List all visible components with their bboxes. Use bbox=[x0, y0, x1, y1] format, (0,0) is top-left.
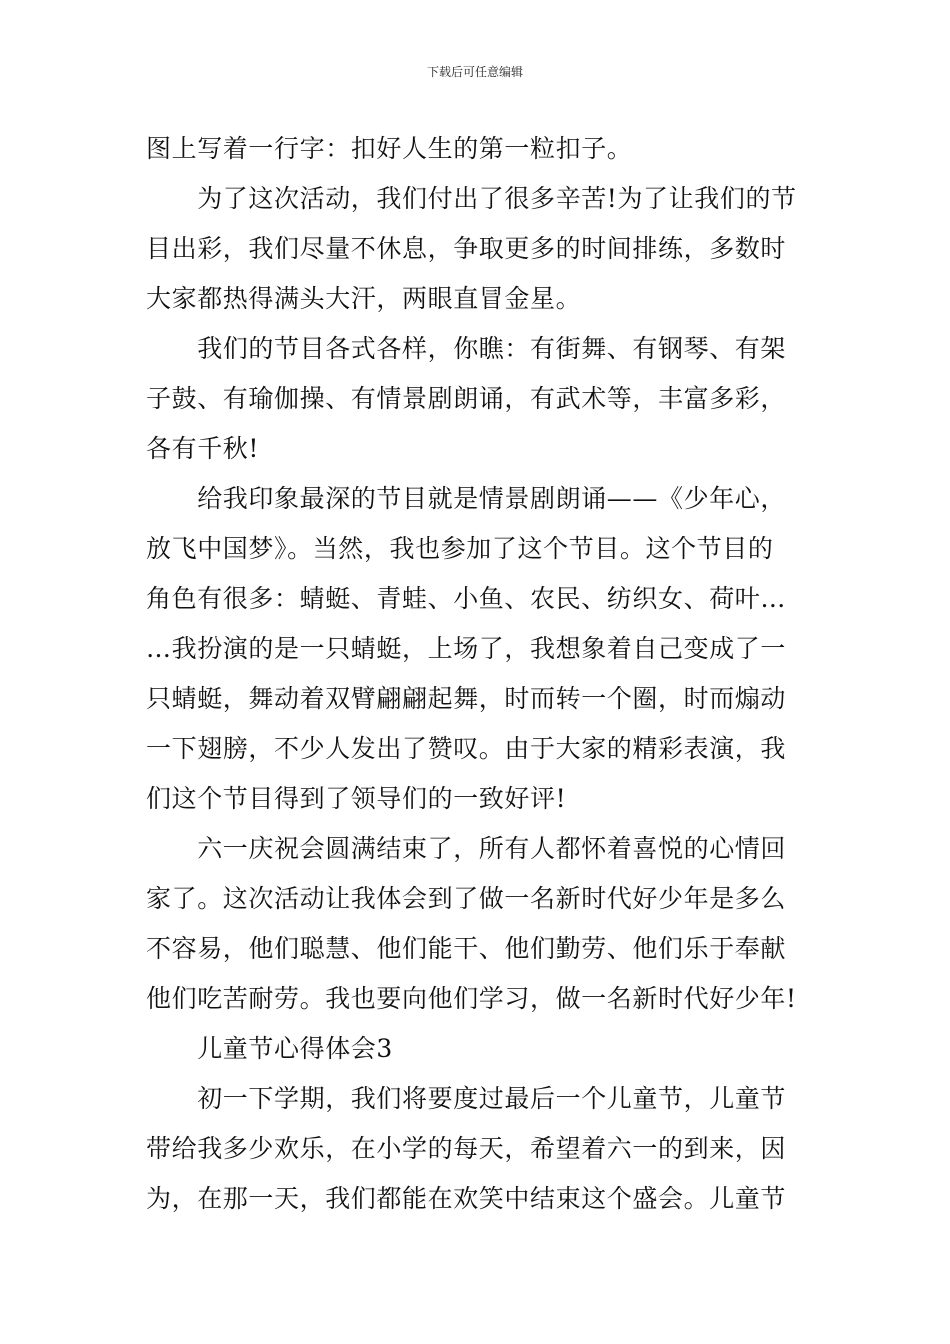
text-line: 角色有很多：蜻蜓、青蛙、小鱼、农民、纺织女、荷叶… bbox=[146, 584, 787, 613]
text-line: 大家都热得满头大汗，两眼直冒金星。 bbox=[146, 284, 582, 313]
text-line: 带给我多少欢乐，在小学的每天，希望着六一的到来，因 bbox=[146, 1134, 787, 1163]
text-line: 给我印象最深的节目就是情景剧朗诵——《少年心， bbox=[146, 484, 787, 513]
text-line: …我扮演的是一只蜻蜓，上场了，我想象着自己变成了一 bbox=[146, 634, 787, 663]
text-line: 初一下学期，我们将要度过最后一个儿童节，儿童节 bbox=[146, 1084, 787, 1113]
text-line: 家了。这次活动让我体会到了做一名新时代好少年是多么 bbox=[146, 884, 787, 913]
text-line: 放飞中国梦》。当然，我也参加了这个节目。这个节目的 bbox=[146, 534, 774, 563]
text-line: 不容易，他们聪慧、他们能干、他们勤劳、他们乐于奉献 bbox=[146, 934, 787, 963]
text-line: 他们吃苦耐劳。我也要向他们学习，做一名新时代好少年! bbox=[146, 984, 797, 1013]
text-line: 六一庆祝会圆满结束了，所有人都怀着喜悦的心情回 bbox=[146, 834, 787, 863]
page-header: 下载后可任意编辑 bbox=[426, 65, 523, 79]
text-line: 只蜻蜓，舞动着双臂翩翩起舞，时而转一个圈，时而煽动 bbox=[146, 684, 787, 713]
text-line: 为，在那一天，我们都能在欢笑中结束这个盛会。儿童节 bbox=[146, 1184, 787, 1213]
text-line: 为了这次活动，我们付出了很多辛苦!为了让我们的节 bbox=[146, 184, 797, 213]
text-line: 目出彩，我们尽量不休息，争取更多的时间排练，多数时 bbox=[146, 234, 787, 263]
text-line: 图上写着一行字：扣好人生的第一粒扣子。 bbox=[146, 134, 633, 163]
text-line: 们这个节目得到了领导们的一致好评! bbox=[146, 784, 567, 813]
text-line: 一下翅膀，不少人发出了赞叹。由于大家的精彩表演，我 bbox=[146, 734, 787, 763]
text-line: 我们的节目各式各样，你瞧：有街舞、有钢琴、有架 bbox=[146, 334, 787, 363]
text-line: 子鼓、有瑜伽操、有情景剧朗诵，有武术等，丰富多彩， bbox=[146, 384, 787, 413]
section-heading: 儿童节心得体会3 bbox=[146, 1034, 393, 1063]
text-line: 各有千秋! bbox=[146, 434, 260, 463]
